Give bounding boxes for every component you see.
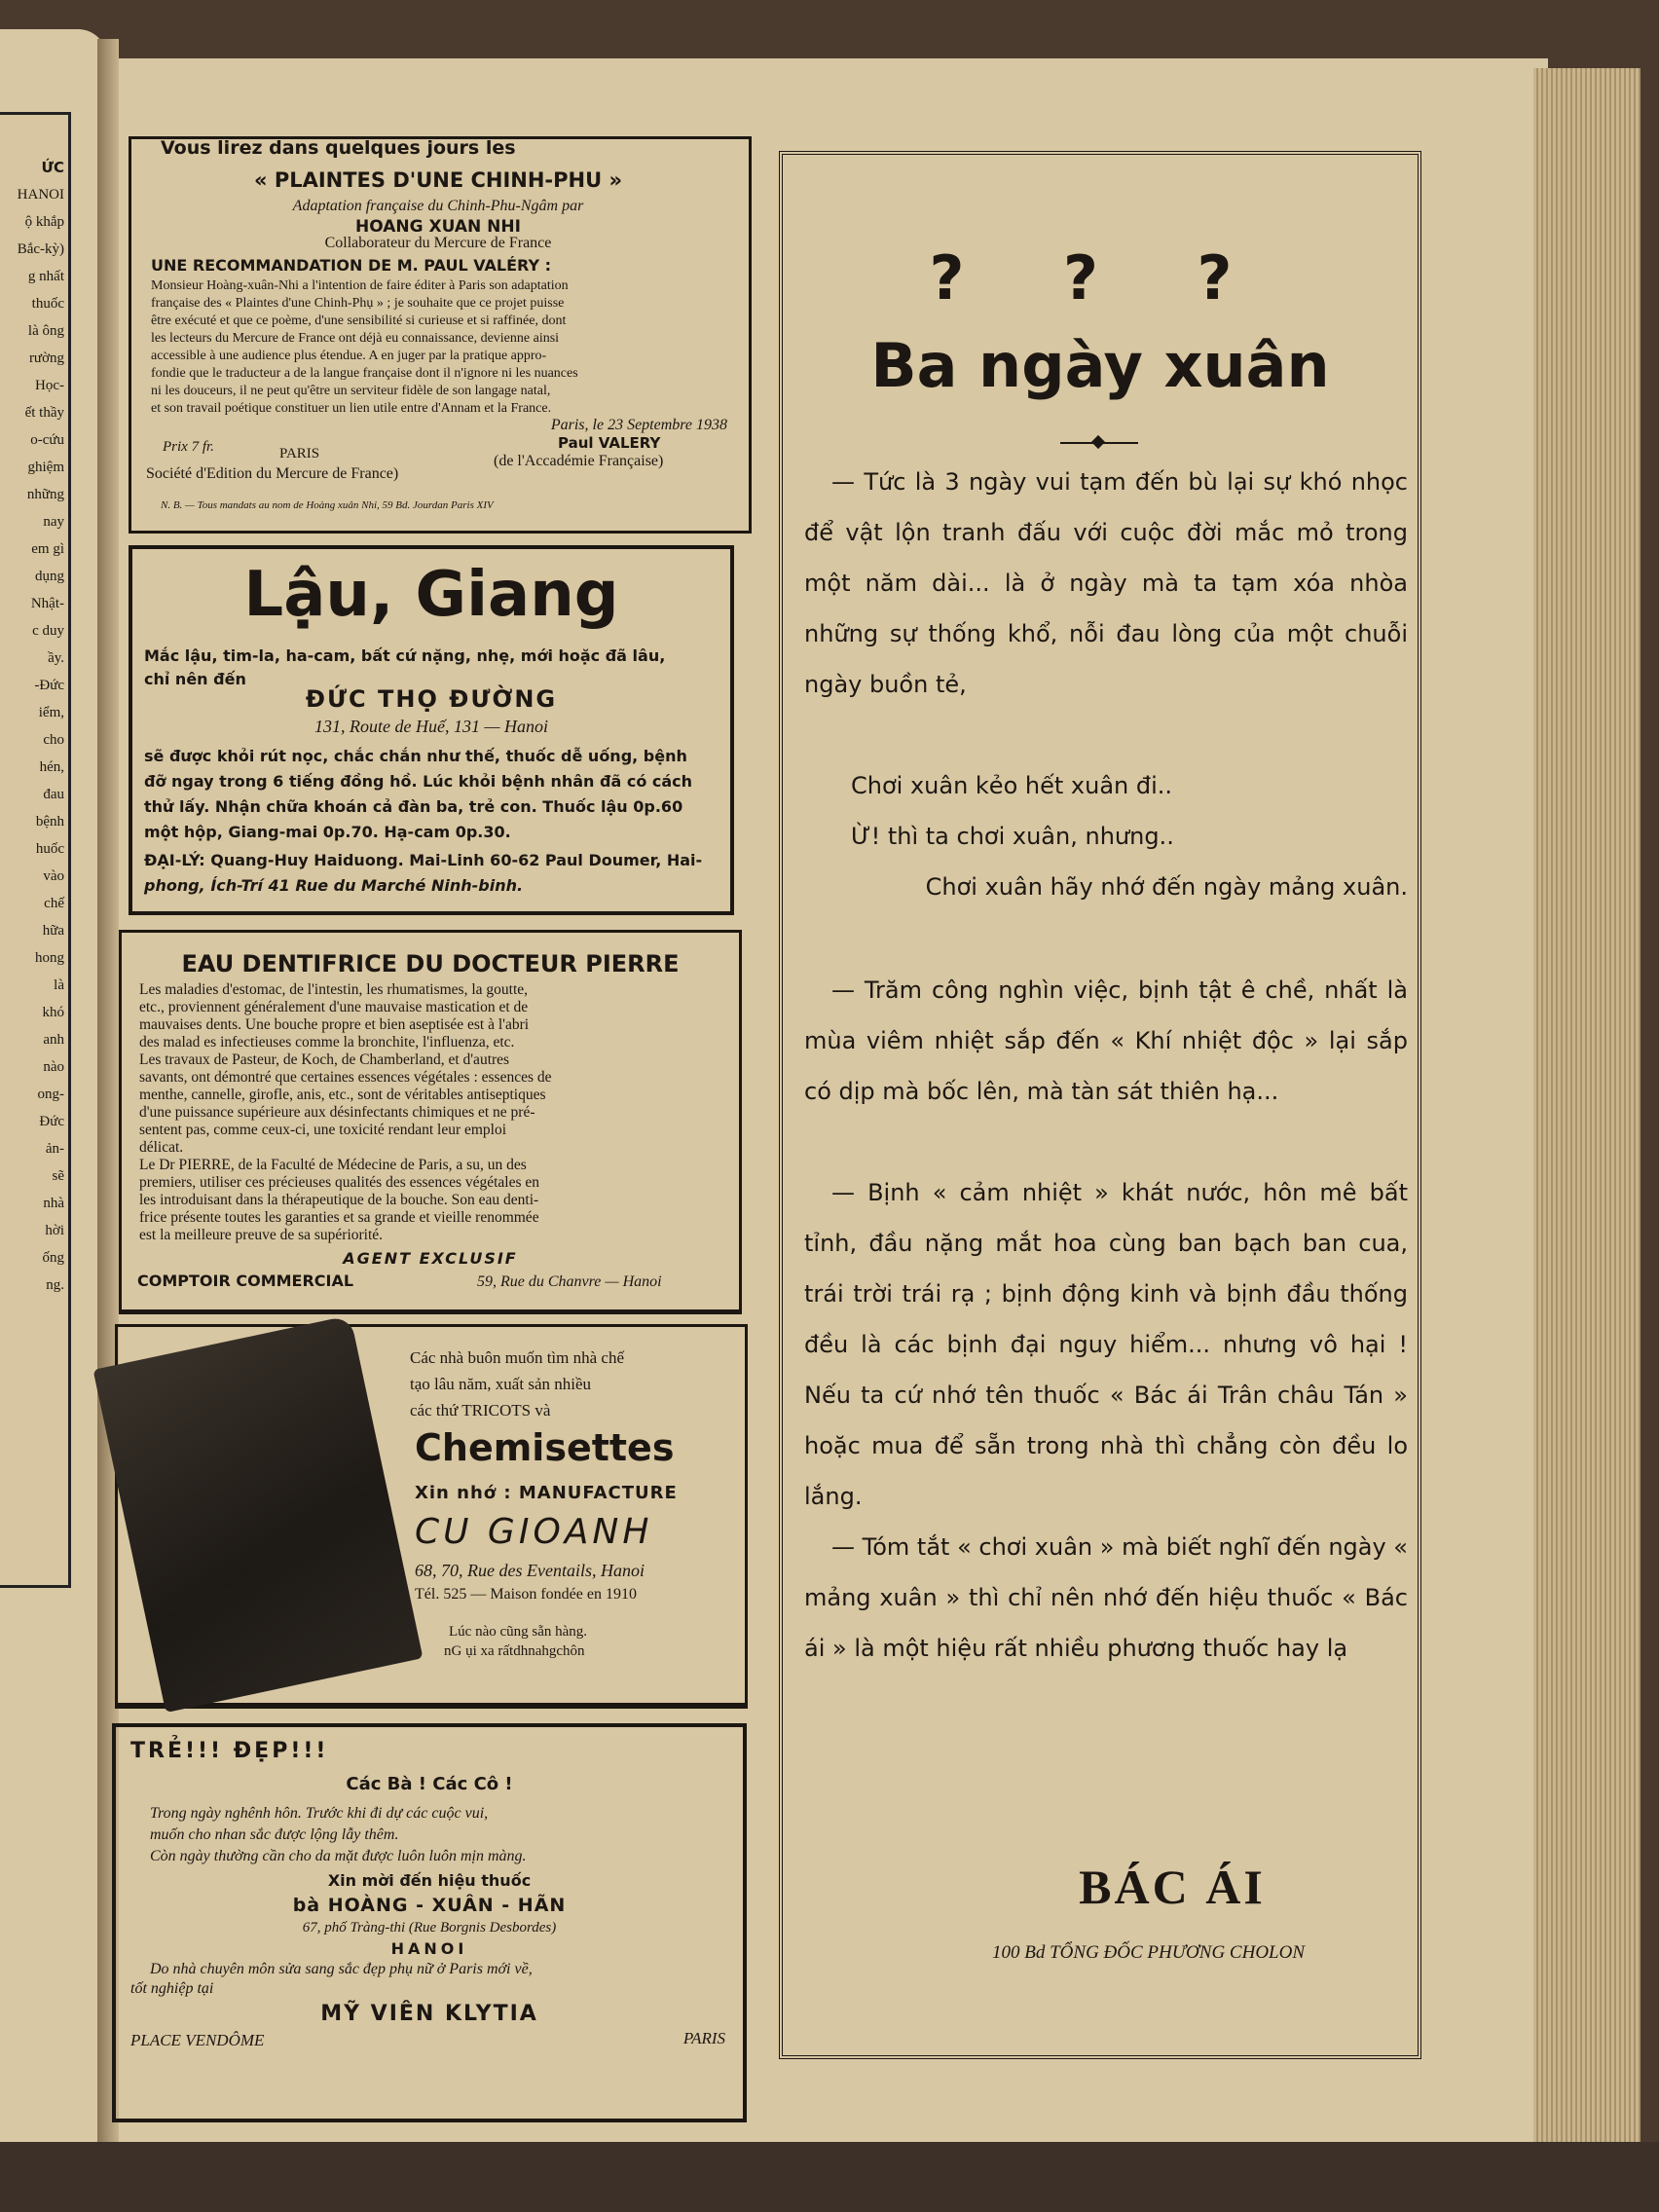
left-page-line: o-cứu — [30, 432, 64, 448]
ad-chemisettes-intro-line: tạo lâu năm, xuất sản nhiều — [410, 1375, 592, 1393]
ad-ba-ngay-xuan-para6: — Bịnh « cảm nhiệt » khát nước, hôn mê bất tỉnh, đầu nặng mắt hoa cùng ban bạch ban cua, trái trời trái rạ ; bịnh động kinh và bịnh đầu thống đều là các bịnh đại nguy hiểm... nhưng vô hại ! Nếu ta cứ nhớ tên thuốc « Bác ái Trân châu Tán » hoặc mua để sẵn trong nhà thì chẳng còn đều lo lắng. — [804, 1179, 1408, 1510]
ad-plaintes — [129, 136, 752, 534]
table-surface — [0, 2142, 1659, 2212]
left-page-line: nay — [43, 514, 64, 530]
left-page-line: là ông — [27, 323, 64, 339]
ad-ba-ngay-xuan-para5: — Trăm công nghìn việc, bịnh tật ê chề, nhất là mùa viêm nhiệt sắp đến « Khí nhiệt độc » lại sắp có dịp mà bốc lên, mà tàn sát thiên hạ... — [804, 977, 1408, 1105]
ad-tre-dep-line: Còn ngày thường cần cho da mặt được luôn luôn mịn màng. — [150, 1848, 527, 1864]
left-page-line: hời — [45, 1223, 64, 1238]
ad-plaintes-adaptation: Adaptation française du Chinh-Phu-Ngâm par — [292, 198, 584, 214]
ad-ba-ngay-xuan-para1: — Tức là 3 ngày vui tạm đến bù lại sự khó nhọc để vật lộn tranh đấu với cuộc đời mắc mỏ trong một năm dài... là ở ngày mà ta tạm xóa nhòa những sự thống khổ, nỗi đau lòng của một chuỗi ngày buồn tẻ, — [804, 468, 1408, 698]
left-page-column — [0, 112, 71, 1588]
ad-ba-ngay-xuan-para3: Ừ! thì ta chơi xuân, nhưng.. — [851, 823, 1174, 850]
ad-tre-dep-note2: tốt nghiệp tại — [130, 1980, 214, 1997]
ad-plaintes-body-line: fondie que le traducteur a de la langue française dont il n'ignore ni les nuances — [151, 366, 578, 381]
ad-plaintes-author: HOANG XUAN NHI — [355, 217, 521, 237]
left-page-line: ộ khắp — [24, 214, 64, 230]
ad-dentifrice — [119, 930, 742, 1314]
left-page-line: sẽ — [52, 1168, 64, 1184]
left-page-line: Nhật- — [30, 596, 64, 611]
left-page-line: hén, — [39, 759, 64, 775]
ad-lau-giang-body-line: đỡ ngay trong 6 tiếng đồng hồ. Lúc khỏi bệnh nhân đã có cách — [144, 772, 693, 791]
left-page-line: ết thầy — [24, 405, 64, 421]
ad-tre-dep-address: 67, phố Tràng-thi (Rue Borgnis Desbordes) — [302, 1920, 557, 1936]
ad-tre-dep-line: muốn cho nhan sắc được lộng lẫy thêm. — [150, 1826, 399, 1843]
left-page-line: hữa — [42, 923, 64, 939]
ad-lau-giang — [129, 545, 734, 915]
left-page-line: ong- — [37, 1087, 64, 1102]
ad-chemisettes-stock: Lúc nào cũng sẵn hàng. — [449, 1624, 588, 1640]
ad-chemisettes-address: 68, 70, Rue des Eventails, Hanoi — [415, 1561, 645, 1580]
ad-dentifrice-body-line: etc., proviennent généralement d'une mauvaise mastication et de — [139, 999, 529, 1015]
ad-dentifrice-address: 59, Rue du Chanvre — Hanoi — [477, 1273, 662, 1290]
ad-ba-ngay-xuan-para2: Chơi xuân kẻo hết xuân đi.. — [851, 772, 1173, 799]
left-page-line: đau — [43, 787, 64, 802]
ad-dentifrice-body-line: savants, ont démontré que certaines essences végétales : essences de — [139, 1069, 552, 1086]
ad-chemisettes-mirror: nG ụi xa rấtdhnahgchôn — [444, 1643, 585, 1659]
ad-dentifrice-body-line: premiers, utiliser ces précieuses qualités des essences végétales en — [139, 1174, 540, 1191]
ad-chemisettes-intro-line: các thứ TRICOTS và — [410, 1401, 551, 1419]
ad-plaintes-recommend: UNE RECOMMANDATION DE M. PAUL VALÉRY : — [151, 256, 552, 275]
ad-dentifrice-body-line: frice présente toutes les garanties et sa grande et vieille renommée — [139, 1209, 539, 1226]
ad-dentifrice-body-line: des malad es infectieuses comme la bronchite, l'influenza, etc. — [139, 1034, 515, 1051]
left-page-line: Bắc-kỳ) — [17, 241, 64, 257]
ad-tre-dep-title: TRẺ!!! ĐẸP!!! — [130, 1739, 329, 1763]
ad-tre-dep-greet: Các Bà ! Các Cô ! — [346, 1774, 513, 1794]
ad-plaintes-signer: Paul VALERY — [558, 434, 661, 452]
ad-lau-giang-shop: ĐỨC THỌ ĐƯỜNG — [305, 685, 558, 713]
ad-dentifrice-body-line: d'une puissance supérieure aux désinfectants chimiques et ne pré- — [139, 1104, 535, 1121]
ad-tre-dep-lines — [130, 1803, 734, 1867]
left-page-line: huốc — [35, 841, 64, 857]
left-page-line: HANOI — [17, 187, 64, 203]
ad-tre-dep-line: Trong ngày nghênh hôn. Trước khi đi dự các cuộc vui, — [150, 1805, 489, 1822]
ad-dentifrice-body-line: sentent pas, comme ceux-ci, une toxicité rendant leur emploi — [139, 1122, 507, 1138]
ad-dentifrice-body-line: Les travaux de Pasteur, de Koch, de Chamberland, et d'autres — [139, 1051, 510, 1068]
left-page-line: iểm, — [38, 705, 64, 720]
ad-dentifrice-body-line: Le Dr PIERRE, de la Faculté de Médecine de Paris, a su, un des — [139, 1157, 527, 1173]
ad-plaintes-body-line: et son travail poétique constituer un lien utile entre d'Annam et la France. — [151, 401, 552, 416]
ad-tre-dep-paris: PARIS — [682, 2029, 725, 2047]
ad-ba-ngay-xuan-marks: ? ? ? — [929, 242, 1272, 313]
ad-lau-giang-agents1: ĐẠI-LÝ: Quang-Huy Haiduong. Mai-Linh 60-62 Paul Doumer, Hai- — [144, 851, 703, 869]
ad-tre-dep-invite: Xin mời đến hiệu thuốc — [327, 1871, 532, 1890]
left-page-line: vào — [43, 868, 64, 884]
ad-plaintes-body-line: ni les douceurs, il ne peut qu'être un serviteur fidèle de son langage natal, — [151, 384, 551, 398]
left-page-line: em gì — [31, 541, 64, 557]
ad-ba-ngay-xuan-title: Ba ngày xuân — [870, 330, 1330, 401]
left-page-line: khó — [42, 1005, 64, 1020]
ad-dentifrice-body-line: mauvaises dents. Une bouche propre et bien aseptisée est à l'abri — [139, 1016, 530, 1033]
ad-lau-giang-body-line: một hộp, Giang-mai 0p.70. Hạ-cam 0p.30. — [144, 823, 511, 841]
ad-chemisettes-brand: CU GIOANH — [415, 1512, 653, 1552]
left-page-line: nhà — [43, 1196, 64, 1211]
ad-dentifrice-body-line: délicat. — [139, 1139, 184, 1156]
left-page-line: ản- — [45, 1141, 64, 1157]
left-page-heading: ỨC — [41, 159, 64, 176]
ad-lau-giang-body — [144, 744, 728, 845]
ad-plaintes-body-line: être exécuté et que ce poème, d'une sensibilité si curieuse et si raffinée, dont — [151, 313, 567, 328]
ad-plaintes-nb: N. B. — Tous mandats au nom de Hoàng xuân Nhi, 59 Bd. Jourdan Paris XIV — [161, 499, 494, 511]
ad-dentifrice-body-line: les introduisant dans la thérapeutique de la bouche. Son eau denti- — [139, 1192, 539, 1208]
ad-plaintes-price: Prix 7 fr. — [163, 439, 214, 455]
ad-chemisettes-title: Chemisettes — [415, 1426, 675, 1469]
left-page-line: cho — [43, 732, 64, 748]
ad-chemisettes-xin: Xin nhớ : MANUFACTURE — [415, 1483, 678, 1503]
ad-tre-dep-salon: MỸ VIÊN KLYTIA — [320, 2002, 538, 2026]
left-page-line: ghiệm — [27, 460, 64, 475]
ad-ba-ngay-xuan-para7: — Tóm tắt « chơi xuân » mà biết nghĩ đến ngày « mảng xuân » thì chỉ nên nhớ đến hiệu thuốc « Bác ái » là một hiệu rất nhiều phương thuốc hay lạ — [804, 1533, 1408, 1662]
left-page-line: nào — [43, 1059, 64, 1075]
left-page-line: -Đức — [34, 678, 64, 693]
left-page-line: là — [54, 977, 64, 993]
left-page-line: những — [26, 487, 64, 502]
ad-lau-giang-body-line: sẽ được khỏi rút nọc, chắc chắn như thế, thuốc dễ uống, bệnh — [144, 747, 687, 765]
left-page — [0, 29, 107, 2171]
ad-dentifrice-company: COMPTOIR COMMERCIAL — [137, 1272, 354, 1290]
left-page-line: Học- — [35, 378, 64, 393]
page-edges — [1533, 68, 1641, 2142]
ad-plaintes-publisher: Société d'Edition du Mercure de France) — [146, 465, 399, 482]
left-page-line: dụng — [35, 569, 64, 584]
ad-dentifrice-body-line: Les maladies d'estomac, de l'intestin, les rhumatismes, la goutte, — [139, 981, 529, 998]
ad-ba-ngay-xuan-brand: BÁC ÁI — [1079, 1860, 1266, 1914]
ornament-diamond — [1091, 435, 1105, 449]
ad-dentifrice-agent: AGENT EXCLUSIF — [343, 1249, 518, 1268]
left-page-line: ầy. — [48, 650, 64, 666]
left-page-line: rường — [28, 350, 64, 366]
ad-dentifrice-title: EAU DENTIFRICE DU DOCTEUR PIERRE — [181, 950, 680, 977]
ad-lau-giang-address: 131, Route de Huế, 131 — Hanoi — [314, 717, 548, 736]
ad-ba-ngay-xuan-para4: Chơi xuân hãy nhớ đến ngày mảng xuân. — [925, 873, 1408, 901]
ad-dentifrice-body — [139, 981, 727, 1244]
ad-tre-dep-name: bà HOÀNG - XUÂN - HÃN — [292, 1895, 567, 1916]
ad-chemisettes-intro — [410, 1345, 741, 1423]
left-page-line: anh — [43, 1032, 64, 1048]
ad-plaintes-collab: Collaborateur du Mercure de France — [324, 235, 552, 251]
ad-chemisettes-intro-line: Các nhà buôn muốn tìm nhà chế — [410, 1348, 625, 1367]
ad-ba-ngay-xuan-address: 100 Bd TỔNG ĐỐC PHƯƠNG CHOLON — [992, 1942, 1305, 1963]
left-page-line: thuốc — [31, 296, 64, 312]
left-page-line: Đức — [39, 1114, 64, 1129]
ad-plaintes-intro: Vous lirez dans quelques jours les — [161, 137, 516, 159]
left-page-line: chế — [44, 896, 64, 911]
left-page-line: bệnh — [35, 814, 64, 830]
ad-dentifrice-body-line: menthe, cannelle, girofle, anis, etc., sont de véritables antiseptiques — [139, 1087, 546, 1103]
ad-lau-giang-agents2: phong, Ích-Trí 41 Rue du Marché Ninh-binh. — [144, 876, 524, 895]
ad-plaintes-title: « PLAINTES D'UNE CHINH-PHU » — [253, 168, 623, 192]
ad-ba-ngay-xuan — [779, 151, 1421, 2059]
left-page-line: ng. — [46, 1277, 64, 1293]
ad-tre-dep-place: PLACE VENDÔME — [130, 2031, 265, 2049]
ad-plaintes-body-line: française des « Plaintes d'une Chinh-Phụ » ; je souhaite que ce projet puisse — [151, 296, 565, 311]
ad-plaintes-city: PARIS — [279, 446, 320, 461]
ad-plaintes-body-line: Monsieur Hoàng-xuân-Nhi a l'intention de faire éditer à Paris son adaptation — [151, 278, 569, 293]
ad-lau-giang-line1: Mắc lậu, tim-la, ha-cam, bất cứ nặng, nhẹ, mới hoặc đã lâu, — [144, 646, 666, 665]
ad-tre-dep-city: HANOI — [390, 1939, 468, 1958]
ad-plaintes-body-line: accessible à une audience plus étendue. A en juger par la pratique appro- — [151, 349, 547, 363]
ad-tre-dep-note1: Do nhà chuyên môn sửa sang sắc đẹp phụ nữ ở Paris mới về, — [150, 1961, 533, 1977]
left-page-line: hong — [35, 950, 64, 966]
ad-lau-giang-body-line: thử lấy. Nhận chữa khoán cả đàn ba, trẻ con. Thuốc lậu 0p.60 — [144, 797, 683, 816]
left-page-line: ống — [42, 1250, 64, 1266]
ad-lau-giang-title: Lậu, Giang — [243, 559, 619, 631]
ad-plaintes-body — [151, 277, 735, 418]
ad-lau-giang-line2: chỉ nên đến — [144, 670, 246, 688]
left-page-line: c duy — [32, 623, 64, 639]
ad-plaintes-date: Paris, le 23 Septembre 1938 — [550, 417, 727, 433]
left-page-line: g nhất — [27, 269, 64, 284]
ad-chemisettes-tel: Tél. 525 — Maison fondée en 1910 — [415, 1586, 637, 1603]
ad-tre-dep — [112, 1723, 747, 2122]
ad-plaintes-academy: (de l'Accadémie Française) — [494, 453, 664, 469]
ad-plaintes-body-line: les lecteurs du Mercure de France ont déjà eu connaissance, devienne ainsi — [151, 331, 560, 346]
ad-dentifrice-body-line: est la meilleure preuve de sa supériorité. — [139, 1227, 384, 1243]
